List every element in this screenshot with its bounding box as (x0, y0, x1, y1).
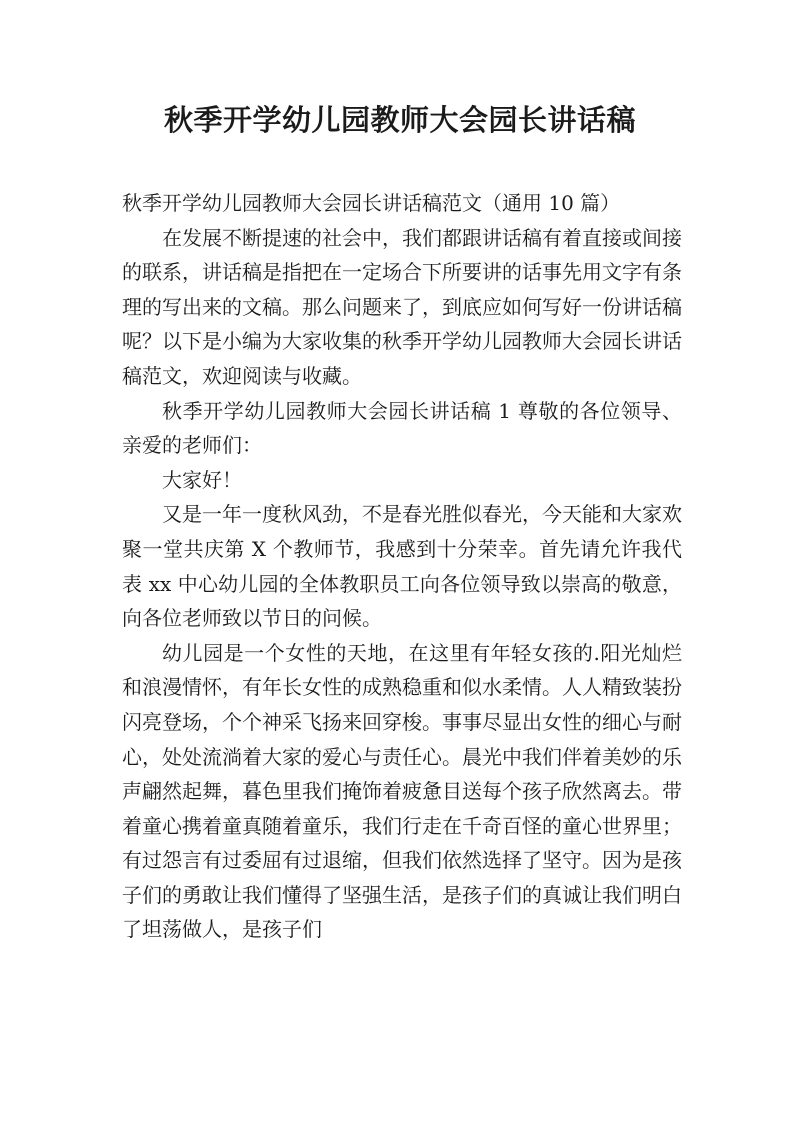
document-body (122, 186, 682, 947)
paragraph-body-2: 幼儿园是一个女性的天地，在这里有年轻女孩的.阳光灿烂和浪漫情怀，有年长女性的成熟稳重和似水柔情。人人精致装扮闪亮登场，个个神采飞扬来回穿梭。事事尽显出女性的细心与耐心，处处流淌着大家的爱心与责任心。晨光中我们伴着美妙的乐声翩然起舞，暮色里我们掩饰着疲惫目送每个孩子欣然离去。带着童心携着童真随着童乐，我们行走在千奇百怪的童心世界里；有过怨言有过委屈有过退缩，但我们依然选择了坚守。因为是孩子们的勇敢让我们懂得了坚强生活，是孩子们的真诚让我们明白了坦荡做人，是孩子们 (122, 640, 682, 942)
paragraph-greeting: 大家好！ (162, 467, 242, 492)
paragraph-speech-heading: 秋季开学幼儿园教师大会园长讲话稿 1 尊敬的各位领导、亲爱的老师们： (122, 398, 682, 458)
paragraph-body-1: 又是一年一度秋风劲，不是春光胜似春光，今天能和大家欢聚一堂共庆第 X 个教师节，我感到十分荣幸。首先请允许我代表 xx 中心幼儿园的全体教职员工向各位领导致以崇高的敬意，向各位老师致以节日的问候。 (122, 502, 682, 631)
paragraph-intro: 在发展不断提速的社会中，我们都跟讲话稿有着直接或间接的联系，讲话稿是指把在一定场合下所要讲的话事先用文字有条理的写出来的文稿。那么问题来了，到底应如何写好一份讲话稿呢？以下是小编为大家收集的秋季开学幼儿园教师大会园长讲话稿范文，欢迎阅读与收藏。 (122, 225, 682, 388)
document-title: 秋季开学幼儿园教师大会园长讲话稿 (163, 103, 636, 137)
document-subtitle: 秋季开学幼儿园教师大会园长讲话稿范文（通用 10 篇） (122, 191, 621, 215)
